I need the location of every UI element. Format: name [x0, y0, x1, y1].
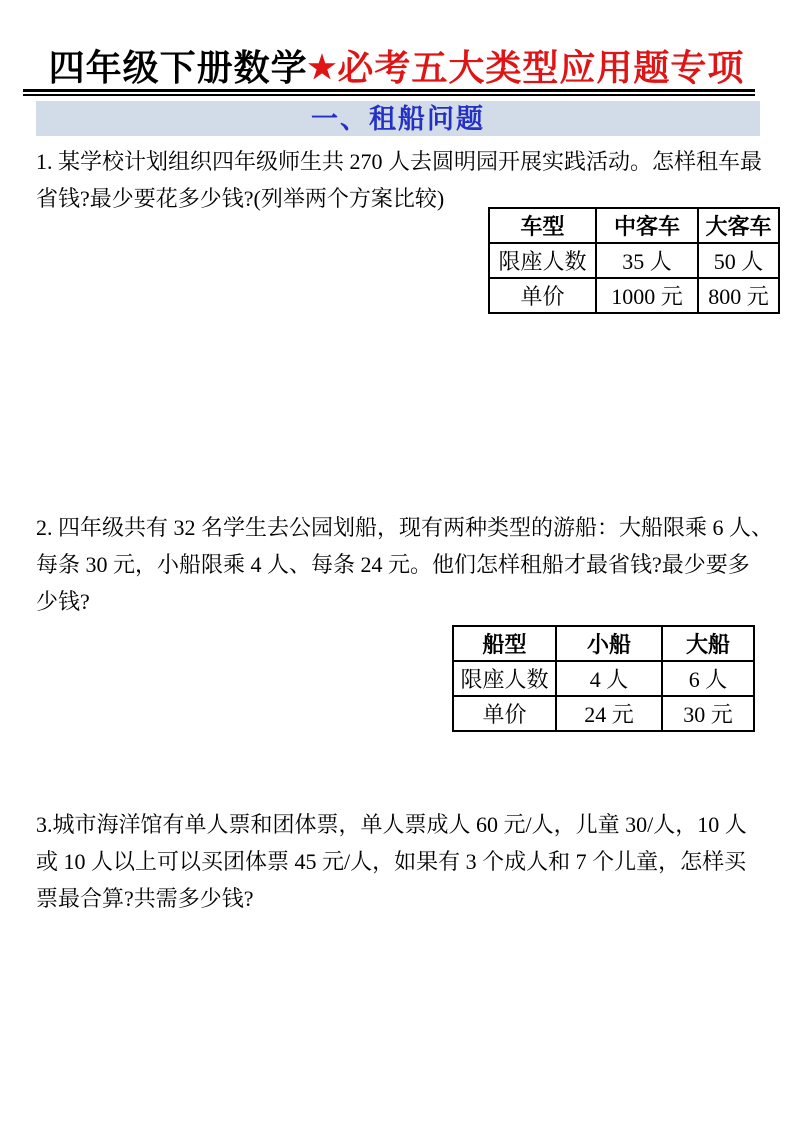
table-header-cell: 中客车 [596, 208, 698, 243]
page-title [0, 40, 793, 91]
problem-3-line-2: 或 10 人以上可以买团体票 45 元/人，如果有 3 个成人和 7 个儿童，怎样买 [36, 849, 747, 874]
table-cell: 24 元 [556, 696, 662, 731]
problem-2 [36, 509, 774, 620]
table-header-cell: 小船 [556, 626, 662, 661]
table-header-cell: 船型 [453, 626, 556, 661]
table-cell: 35 人 [596, 243, 698, 278]
problem-1 [36, 143, 768, 217]
table-cell: 6 人 [662, 661, 754, 696]
table-cell: 单价 [489, 278, 596, 313]
problem-2-line-3: 少钱? [36, 589, 90, 614]
problem-1-line-2: 省钱?最少要花多少钱?(列举两个方案比较) [36, 186, 445, 211]
problem-2-line-2: 每条 30 元，小船限乘 4 人、每条 24 元。他们怎样租船才最省钱?最少要多 [36, 552, 750, 577]
table-cell: 限座人数 [489, 243, 596, 278]
star-icon: ★ [307, 49, 338, 85]
table-header-cell: 大船 [662, 626, 754, 661]
section-banner [36, 101, 760, 136]
title-black-text: 四年级下册数学 [48, 48, 308, 88]
title-double-rule [23, 89, 755, 96]
title-red-text: 必考五大类型应用题专项 [337, 48, 745, 88]
problem-1-line-1: 1. 某学校计划组织四年级师生共 270 人去圆明园开展实践活动。怎样租车最 [36, 149, 763, 174]
table-header-cell: 车型 [489, 208, 596, 243]
section-title: 一、租船问题 [311, 104, 485, 134]
table-row [489, 243, 779, 278]
table-cell: 1000 元 [596, 278, 698, 313]
table-cell: 限座人数 [453, 661, 556, 696]
problem-3-line-1: 3.城市海洋馆有单人票和团体票，单人票成人 60 元/人，儿童 30/人，10 人 [36, 812, 747, 837]
table-header-row [453, 626, 754, 661]
table-cell: 800 元 [698, 278, 779, 313]
table-header-row [489, 208, 779, 243]
table-row [453, 696, 754, 731]
problem-3-line-3: 票最合算?共需多少钱? [36, 886, 254, 911]
table-cell: 单价 [453, 696, 556, 731]
table-header-cell: 大客车 [698, 208, 779, 243]
table-row [453, 661, 754, 696]
problem-2-line-1: 2. 四年级共有 32 名学生去公园划船，现有两种类型的游船：大船限乘 6 人、 [36, 515, 774, 540]
table-cell: 30 元 [662, 696, 754, 731]
table-row [489, 278, 779, 313]
problem-3 [36, 806, 768, 917]
table-cell: 50 人 [698, 243, 779, 278]
boat-price-table [452, 625, 755, 732]
table-cell: 4 人 [556, 661, 662, 696]
vehicle-price-table [488, 207, 780, 314]
